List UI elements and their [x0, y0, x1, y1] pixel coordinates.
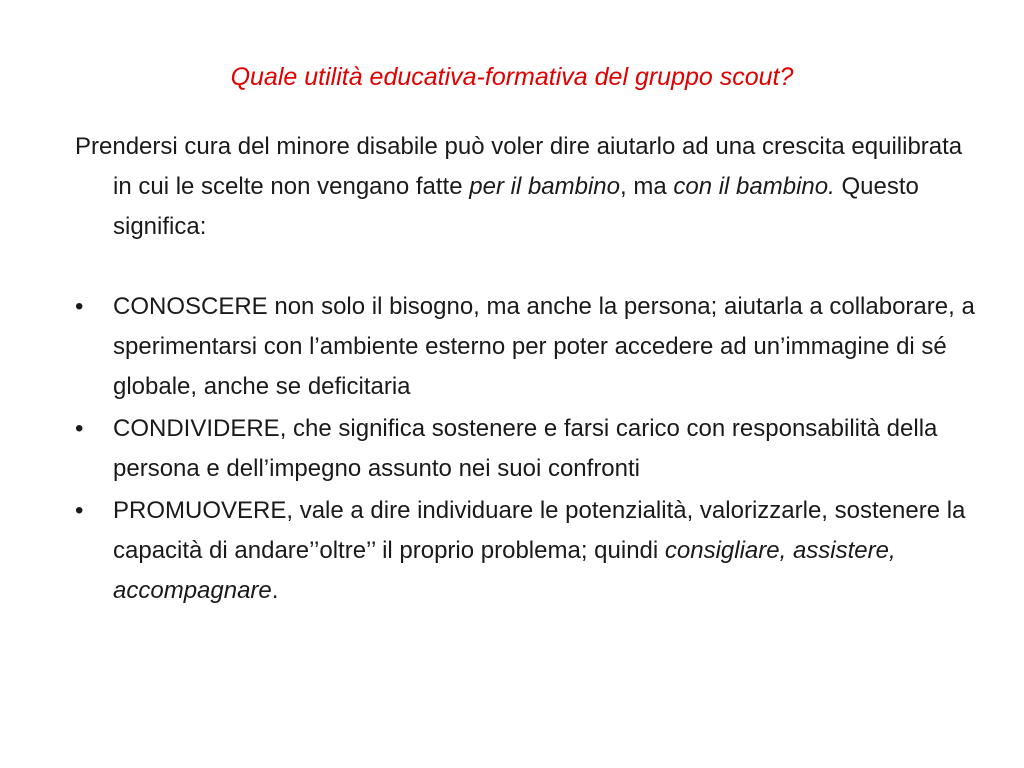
bullet-tail-text: . — [271, 577, 279, 604]
bullet-item-promuovere — [75, 491, 975, 611]
intro-italic-1: per il bambino — [469, 173, 620, 200]
bullet-item-conoscere — [75, 287, 975, 407]
intro-text-2: , ma — [620, 173, 674, 200]
intro-paragraph — [75, 127, 975, 247]
intro-italic-2: con il bambino. — [673, 173, 835, 200]
bullet-icon: • — [75, 415, 84, 442]
bullet-list — [75, 287, 975, 611]
slide-title: Quale utilità educativa-formativa del gruppo scout? — [230, 63, 794, 91]
bullet-text: PROMUOVERE, vale a dire individuare le potenzialità, valorizzarle, sostenere la capacità di andare’’oltre’’ il proprio problema; quindi — [113, 497, 966, 564]
spacer — [75, 247, 975, 287]
intro-text-3: Questo significa: — [113, 173, 919, 240]
slide-body — [75, 127, 975, 613]
bullet-icon: • — [75, 497, 84, 524]
bullet-text: CONDIVIDERE, che significa sostenere e farsi carico con responsabilità della persona e dell’impegno assunto nei suoi confronti — [113, 415, 938, 482]
bullet-icon: • — [75, 293, 84, 320]
bullet-item-condividere — [75, 409, 975, 489]
bullet-text: CONOSCERE non solo il bisogno, ma anche la persona; aiutarla a collaborare, a sperimentarsi con l’ambiente esterno per poter accedere ad un’immagine di sé globale, anche se deficitaria — [113, 293, 975, 400]
intro-text-1: Prendersi cura del minore disabile può voler dire aiutarlo ad una crescita equilibrata in cui le scelte non vengano fatte — [75, 133, 963, 200]
bullet-italic-text: consigliare, assistere, accompagnare — [113, 537, 896, 604]
